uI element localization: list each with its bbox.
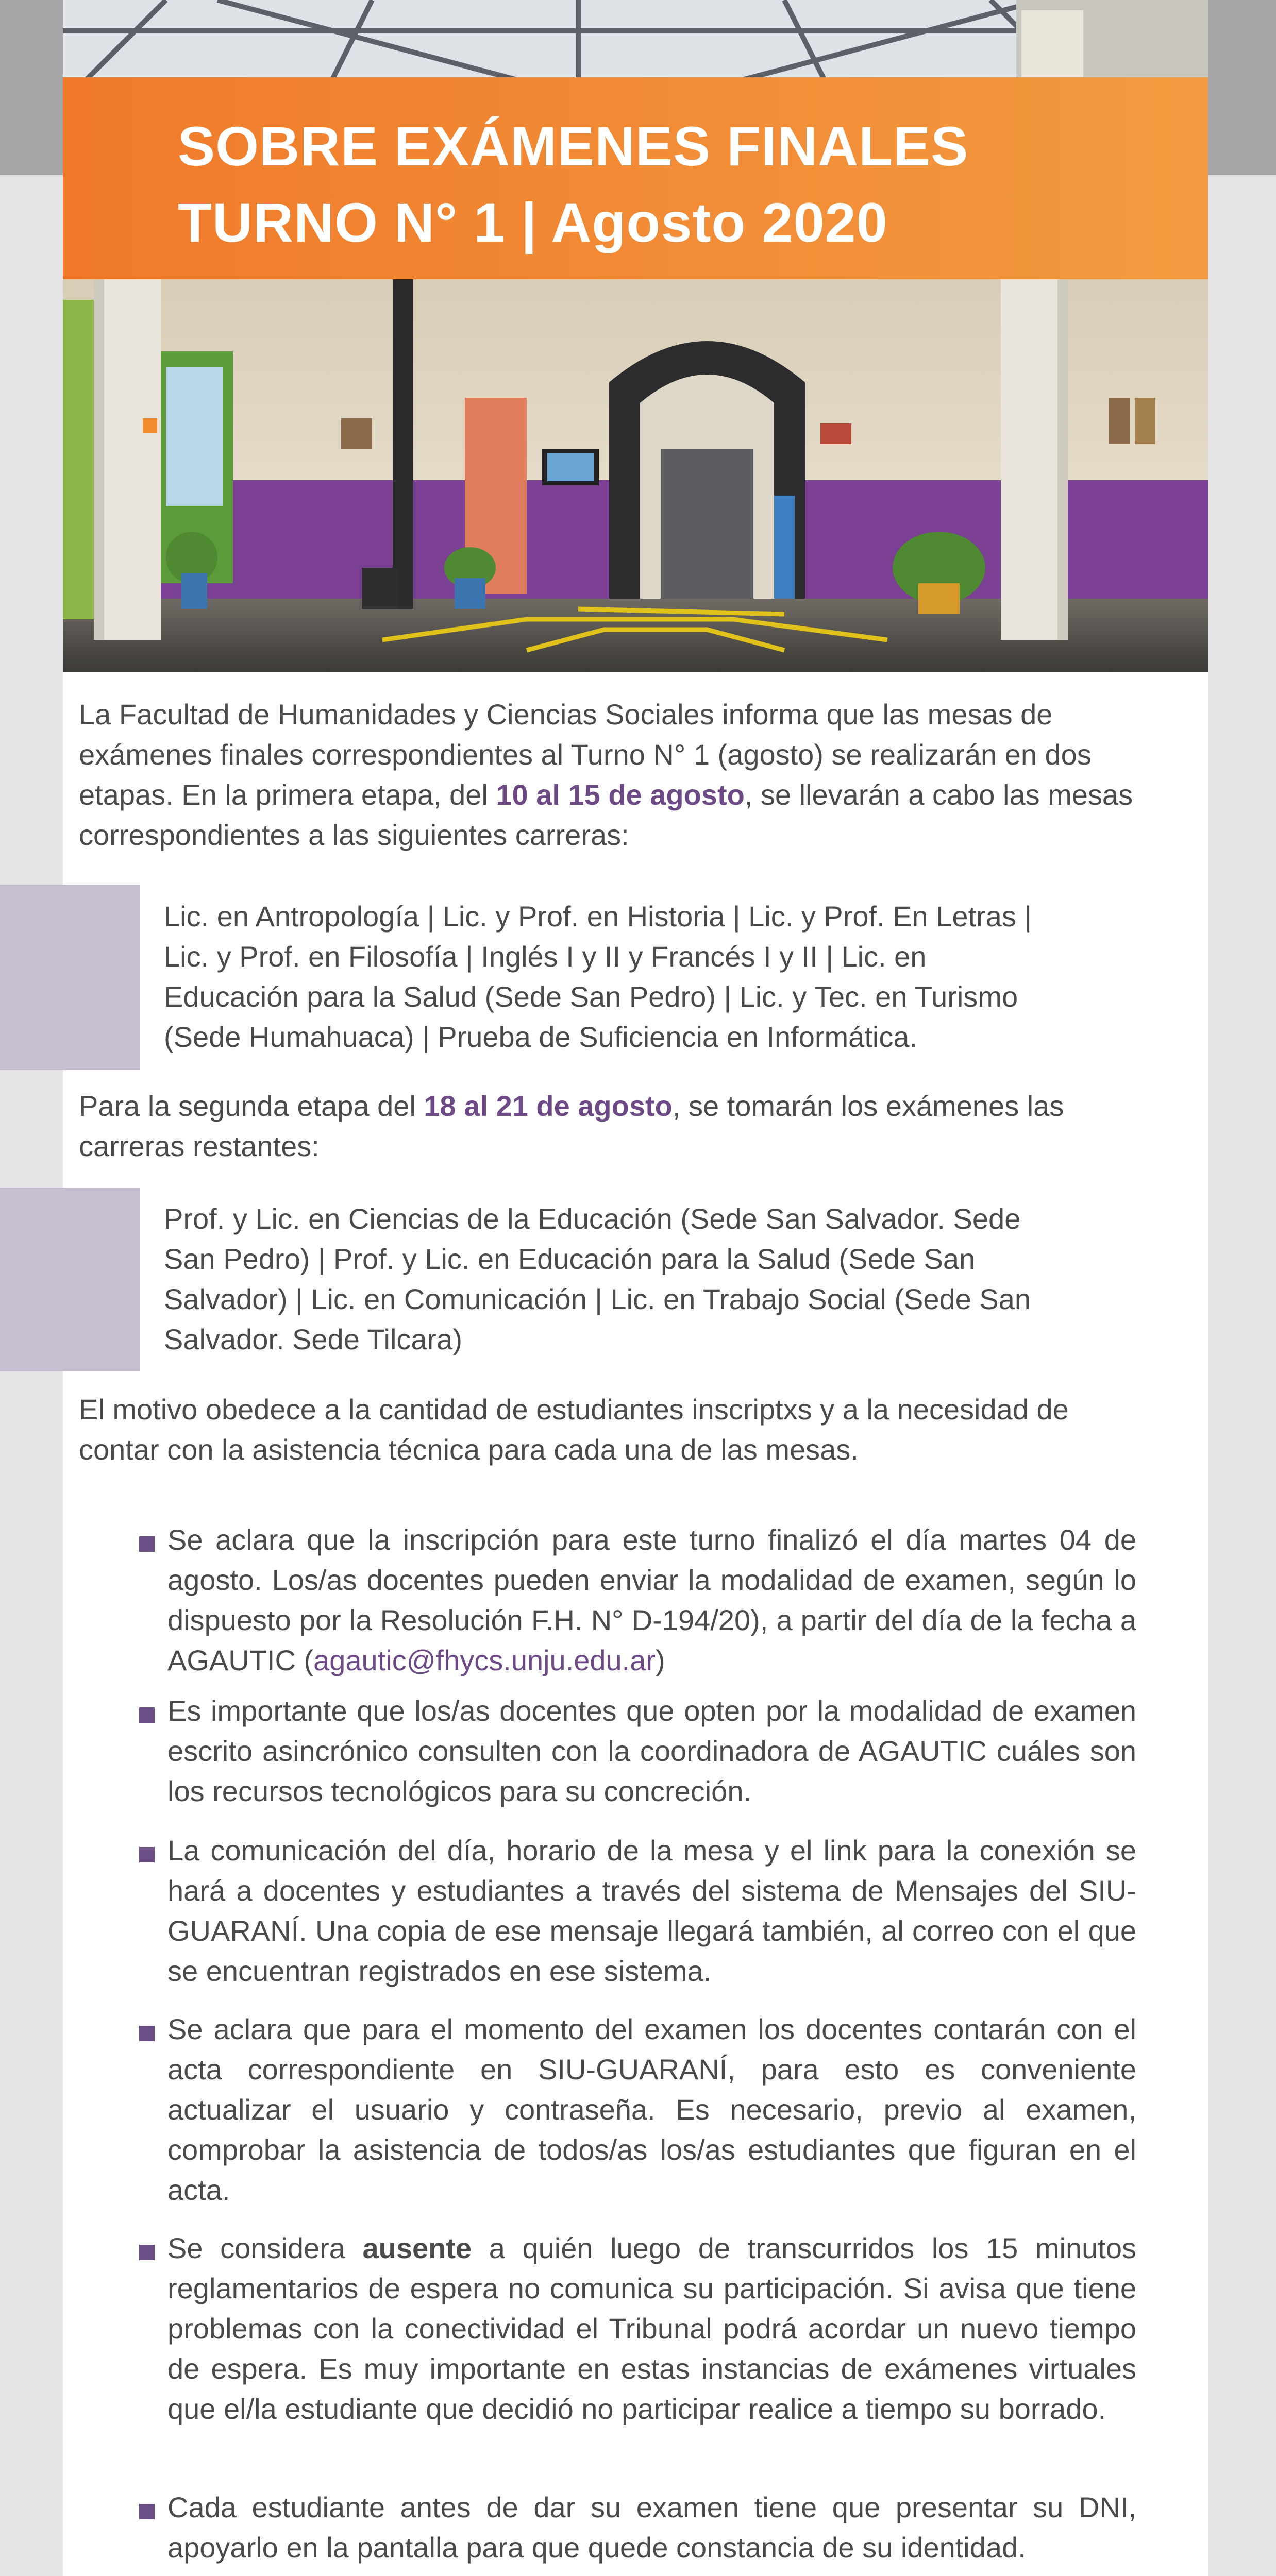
stage2-text-end: , se tomarán los exámenes las carreras restantes: [79, 1090, 1064, 1162]
stage2-accent-bar [0, 1188, 140, 1371]
bullet-1-text-end: ) [656, 1644, 665, 1676]
reason-paragraph: El motivo obedece a la cantidad de estudiantes inscriptxs y a la necesidad de contar con la asistencia técnica para cada una de las mesas. [79, 1393, 1069, 1466]
stage2-line: Salvador. Sede Tilcara) [164, 1323, 462, 1355]
bullet-square-icon [139, 1707, 155, 1723]
bullet-square-icon [139, 2504, 155, 2519]
skylight-photo [63, 0, 1208, 82]
bullet-item-4: Se aclara que para el momento del examen los docentes contarán con el acta correspondiente en SIU-GUARANÍ, para esto es conveniente actualizar el usuario y contraseña. Es necesario, previo al examen, comprobar la asistencia de todos/as los/as estudiantes que figuran en el acta. [167, 2013, 1136, 2206]
stage1-accent-bar [0, 885, 140, 1070]
bullet-square-icon [139, 1847, 155, 1862]
bullet-item-3: La comunicación del día, horario de la mesa y el link para la conexión se hará a docentes y estudiantes a través del sistema de Mensajes del SIU-GUARANÍ. Una copia de ese mensaje llegará también, al correo con el que se encuentran registrados en ese sistema. [167, 1834, 1136, 1987]
intro-paragraph [79, 694, 1140, 855]
bullet-1-text: Se aclara que la inscripción para este turno finalizó el día martes 04 de agosto. Los/as docentes pueden enviar la modalidad de examen, según lo dispuesto por la Resolución F.H. N° D-194/20), a partir del día de la fecha a AGAUTIC ( [167, 1523, 1136, 1676]
bullet-square-icon [139, 1536, 155, 1552]
page-title-line-1: SOBRE EXÁMENES FINALES [178, 115, 969, 177]
stage2-date-highlight: 18 al 21 de agosto [424, 1090, 673, 1122]
stage2-line: San Pedro) | Prof. y Lic. en Educación para la Salud (Sede San [164, 1243, 976, 1275]
bullet-5-text-end: a quién luego de transcurridos los 15 minutos reglamentarios de espera no comunica su participación. Si avisa que tiene problemas con la conectividad el Tribunal podrá acordar un nuevo tiempo de espera. Es muy importante en estas instancias de exámenes virtuales que el/la estudiante que decidió no participar realice a tiempo su borrado. [167, 2232, 1136, 2425]
intro-text: La Facultad de Humanidades y Ciencias Sociales informa que las mesas de exámenes finales correspondientes al Turno N° 1 (agosto) se realizarán en dos etapas. En la primera etapa, del [79, 698, 1092, 811]
bullet-item-5 [167, 2228, 1136, 2429]
stage1-line: (Sede Humahuaca) | Prueba de Suficiencia en Informática. [164, 1021, 918, 1053]
stage1-line: Lic. y Prof. en Filosofía | Inglés I y II y Francés I y II | Lic. en [164, 940, 927, 973]
stage1-line: Educación para la Salud (Sede San Pedro) | Lic. y Tec. en Turismo [164, 980, 1018, 1013]
stage2-line: Prof. y Lic. en Ciencias de la Educación (Sede San Salvador. Sede [164, 1202, 1021, 1235]
intro-text-end: , se llevarán a cabo las mesas correspondientes a las siguientes carreras: [79, 778, 1133, 851]
stage2-line: Salvador) | Lic. en Comunicación | Lic. en Trabajo Social (Sede San [164, 1283, 1031, 1315]
stage1-line: Lic. en Antropología | Lic. y Prof. en Historia | Lic. y Prof. En Letras | [164, 900, 1032, 933]
bullet-5-bold: ausente [362, 2232, 472, 2264]
bullet-5-text: Se considera [167, 2232, 363, 2264]
bullet-square-icon [139, 2245, 155, 2260]
building-interior-illustration [63, 279, 1208, 672]
bullet-item-2: Es importante que los/as docentes que opten por la modalidad de examen escrito asincrónico consulten con la coordinadora de AGAUTIC cuáles son los recursos tecnológicos para su concreción. [167, 1694, 1136, 1807]
agautic-email-link[interactable]: agautic@fhycs.unju.edu.ar [313, 1644, 656, 1676]
page-title-line-2: TURNO N° 1 | Agosto 2020 [178, 191, 888, 253]
bullet-item-1 [167, 1520, 1136, 1681]
stage2-careers-list [164, 1199, 1169, 1360]
stage2-text: Para la segunda etapa del [79, 1090, 424, 1122]
stage1-careers-list [164, 896, 1169, 1057]
building-photo [63, 279, 1208, 672]
bullet-square-icon [139, 2026, 155, 2041]
intro-date-highlight: 10 al 15 de agosto [496, 778, 745, 811]
stage2-paragraph [79, 1086, 1140, 1166]
bullet-item-6: Cada estudiante antes de dar su examen tiene que presentar su DNI, apoyarlo en la pantalla para que quede constancia de su identidad. [167, 2491, 1136, 2564]
skylight-illustration [63, 0, 1208, 82]
